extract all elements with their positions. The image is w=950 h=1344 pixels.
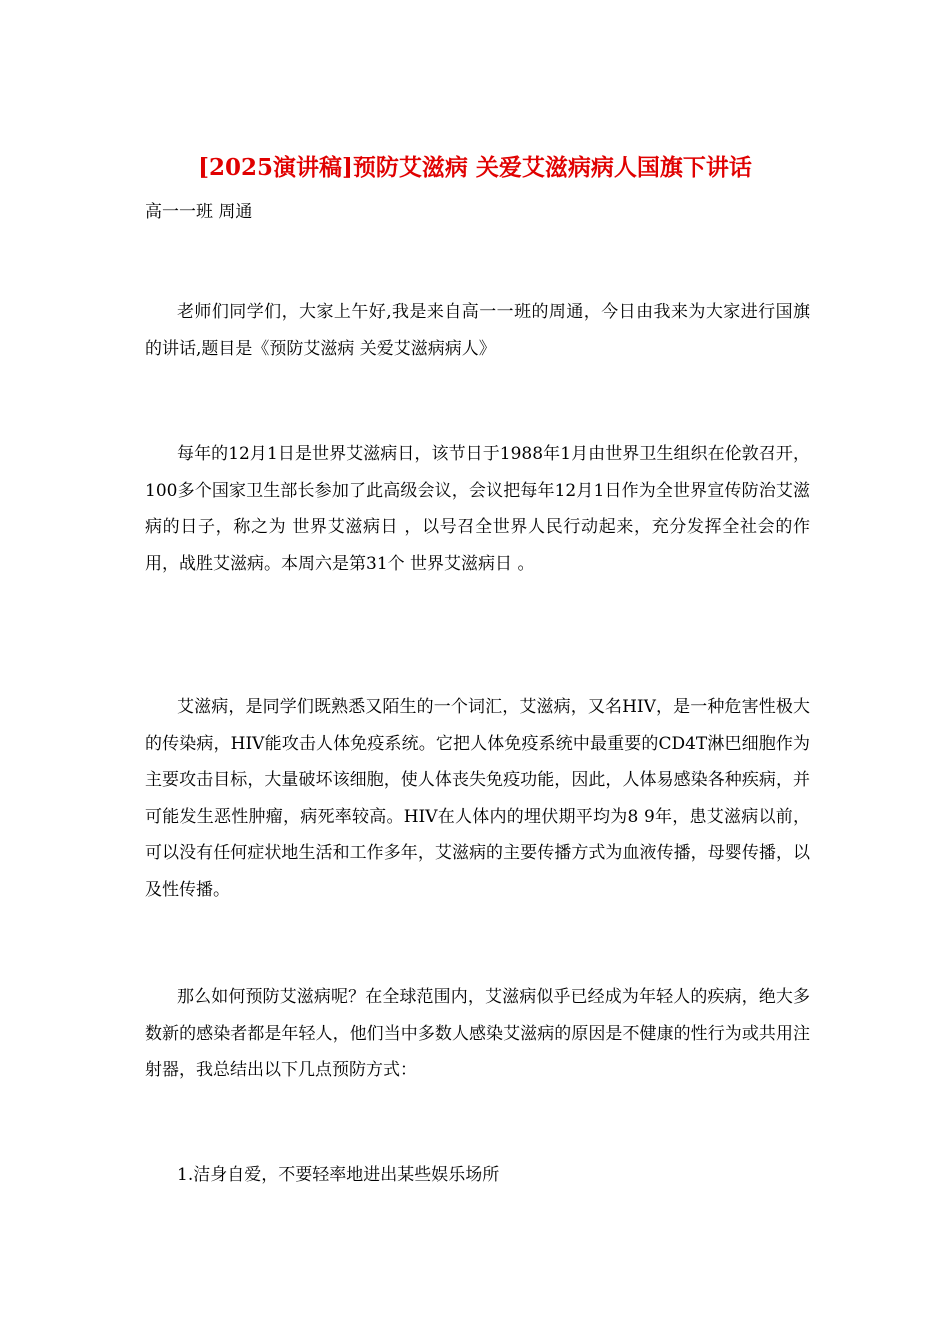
author-line: 高一一班 周通 bbox=[145, 202, 253, 222]
paragraph-greeting: 老师们同学们，大家上午好,我是来自高一一班的周通，今日由我来为大家进行国旗的讲话,题目是《预防艾滋病 关爱艾滋病病人》 bbox=[145, 302, 810, 359]
paragraph-prevention-intro: 那么如何预防艾滋病呢？在全球范围内，艾滋病似乎已经成为年轻人的疾病，绝大多数新的感染者都是年轻人，他们当中多数人感染艾滋病的原因是不健康的性行为或共用注射器，我总结出以下几点预防方式： bbox=[145, 987, 810, 1080]
paragraph-about-aids: 艾滋病，是同学们既熟悉又陌生的一个词汇，艾滋病，又名HIV，是一种危害性极大的传染病，HIV能攻击人体免疫系统。它把人体免疫系统中最重要的CD4T淋巴细胞作为主要攻击目标，大量破坏该细胞，使人体丧失免疫功能，因此，人体易感染各种疾病，并可能发生恶性肿瘤，病死率较高。HIV在人体内的埋伏期平均为8 9年，患艾滋病以前，可以没有任何症状地生活和工作多年，艾滋病的主要传播方式为血液传播，母婴传播，以及性传播。 bbox=[145, 697, 810, 900]
paragraph-prevention-item-1: 1.洁身自爱，不要轻率地进出某些娱乐场所 bbox=[177, 1165, 500, 1185]
paragraph-world-aids-day: 每年的12月1日是世界艾滋病日，该节日于1988年1月由世界卫生组织在伦敦召开，100多个国家卫生部长参加了此高级会议，会议把每年12月1日作为全世界宣传防治艾滋病的日子，称之为 世界艾滋病日 ，以号召全世界人民行动起来，充分发挥全社会的作用，战胜艾滋病。本周六是第31个 世界艾滋病日 。 bbox=[145, 444, 810, 574]
document-title: [2025演讲稿]预防艾滋病 关爱艾滋病病人国旗下讲话 bbox=[198, 154, 752, 181]
